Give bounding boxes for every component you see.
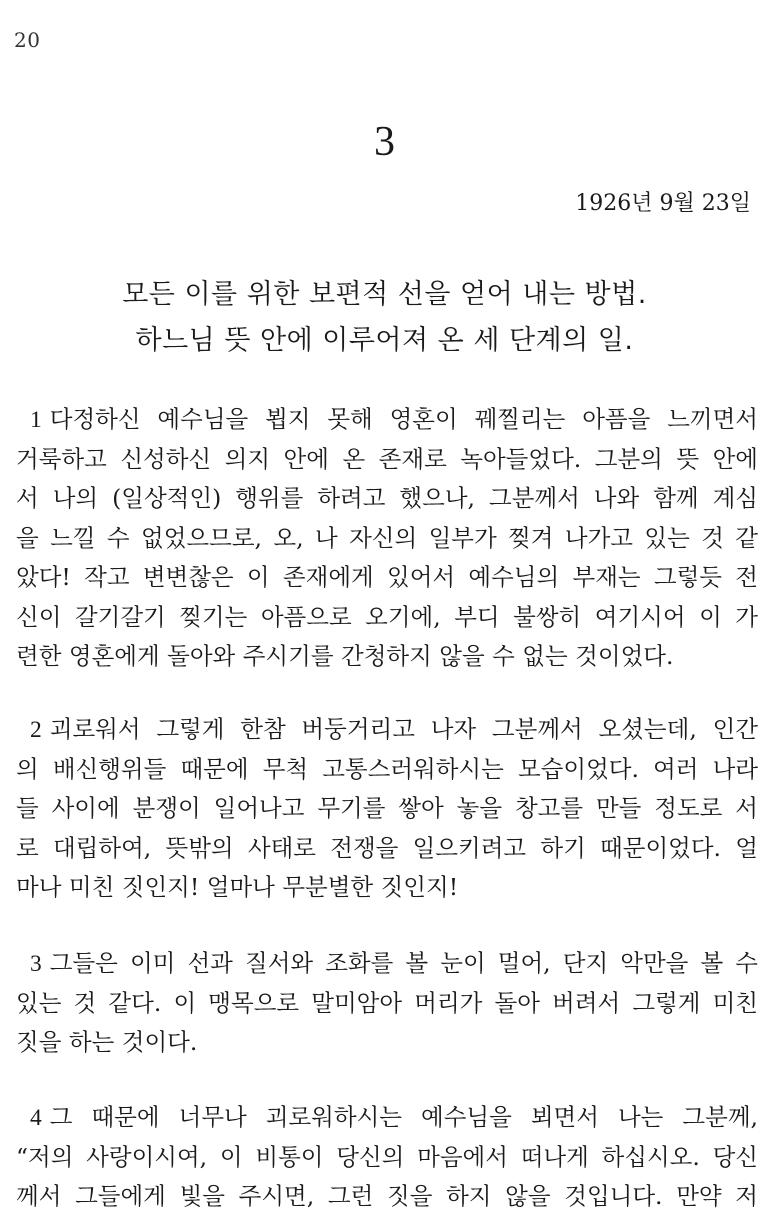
paragraph-2-line	[16, 710, 758, 744]
paragraph-1-line	[16, 479, 758, 513]
paragraph-2-line	[16, 829, 758, 863]
paragraph-1-line	[16, 440, 758, 474]
paragraph-text: 을 느낄 수 없었으므로, 오, 나 자신의 일부가 찢겨 나가고 있는 것 같	[16, 523, 758, 552]
paragraph-2-line	[16, 750, 758, 784]
paragraph-text: 들 사이에 분쟁이 일어나고 무기를 쌓아 놓을 창고를 만들 정도로 서	[16, 794, 758, 822]
chapter-number: 3	[374, 119, 395, 165]
paragraph-1-line	[16, 558, 758, 592]
paragraph-text: “저의 사랑이시여, 이 비통이 당신의 마음에서 떠나게 하십시오. 당신	[16, 1142, 758, 1171]
paragraph-3-line	[16, 1023, 758, 1057]
subtitle-line-2: 하느님 뜻 안에 이루어져 온 세 단계의 일.	[135, 325, 634, 356]
paragraph-text: 그 때문에 너무나 괴로워하시는 예수님을 뵈면서 나는 그분께,	[49, 1103, 758, 1131]
paragraph-text: 았다! 작고 변변찮은 이 존재에게 있어서 예수님의 부재는 그렇듯 전	[16, 563, 758, 591]
paragraph-1-line	[16, 598, 758, 632]
paragraph-1-line	[16, 637, 758, 671]
subtitle-line-1: 모든 이를 위한 보편적 선을 얻어 내는 방법.	[122, 279, 647, 310]
paragraph-2-line	[16, 868, 758, 902]
paragraph-text: 거룩하고 신성하신 의지 안에 온 존재로 녹아들었다. 그분의 뜻 안에	[16, 444, 758, 473]
paragraph-number: 1	[30, 407, 42, 433]
paragraph-3-line	[16, 944, 758, 978]
paragraph-text: 그들은 이미 선과 질서와 조화를 볼 눈이 멀어, 단지 악만을 볼 수	[49, 949, 758, 977]
paragraph-1-line	[16, 519, 758, 553]
paragraph-1-line	[16, 400, 758, 434]
paragraph-text: 의 배신행위들 때문에 무척 고통스러워하시는 모습이었다. 여러 나라	[16, 754, 758, 783]
paragraph-text: 짓을 하는 것이다.	[16, 1028, 198, 1056]
paragraph-text: 신이 갈기갈기 찢기는 아픔으로 오기에, 부디 불쌍히 여기시어 이 가	[16, 602, 758, 631]
paragraph-2-line	[16, 789, 758, 823]
paragraph-text: 다정하신 예수님을 뵙지 못해 영혼이 꿰찔리는 아픔을 느끼면서	[49, 405, 758, 433]
paragraph-3-line	[16, 984, 758, 1018]
paragraph-text: 련한 영혼에게 돌아와 주시기를 간청하지 않을 수 없는 것이었다.	[16, 642, 674, 670]
paragraph-number: 4	[30, 1105, 42, 1131]
paragraph-text: 있는 것 같다. 이 맹목으로 말미암아 머리가 돌아 버려서 그렇게 미친	[16, 988, 758, 1017]
paragraph-text: 괴로워서 그렇게 한참 버둥거리고 나자 그분께서 오셨는데, 인간	[49, 715, 758, 743]
page-number: 20	[14, 28, 41, 52]
paragraph-4-line	[16, 1098, 758, 1132]
paragraph-4-line	[16, 1177, 758, 1211]
paragraph-4-line	[16, 1138, 758, 1172]
paragraph-text: 께서 그들에게 빛을 주시면, 그런 짓을 하지 않을 것입니다. 만약 저	[16, 1182, 758, 1210]
entry-date: 1926년 9월 23일	[575, 191, 751, 216]
paragraph-text: 로 대립하여, 뜻밖의 사태로 전쟁을 일으키려고 하기 때문이었다. 얼	[16, 833, 758, 862]
paragraph-number: 2	[30, 717, 42, 743]
paragraph-text: 서 나의 (일상적인) 행위를 하려고 했으나, 그분께서 나와 함께 계심	[16, 484, 758, 512]
paragraph-text: 마나 미친 짓인지! 얼마나 무분별한 짓인지!	[16, 873, 459, 901]
paragraph-number: 3	[30, 951, 42, 977]
